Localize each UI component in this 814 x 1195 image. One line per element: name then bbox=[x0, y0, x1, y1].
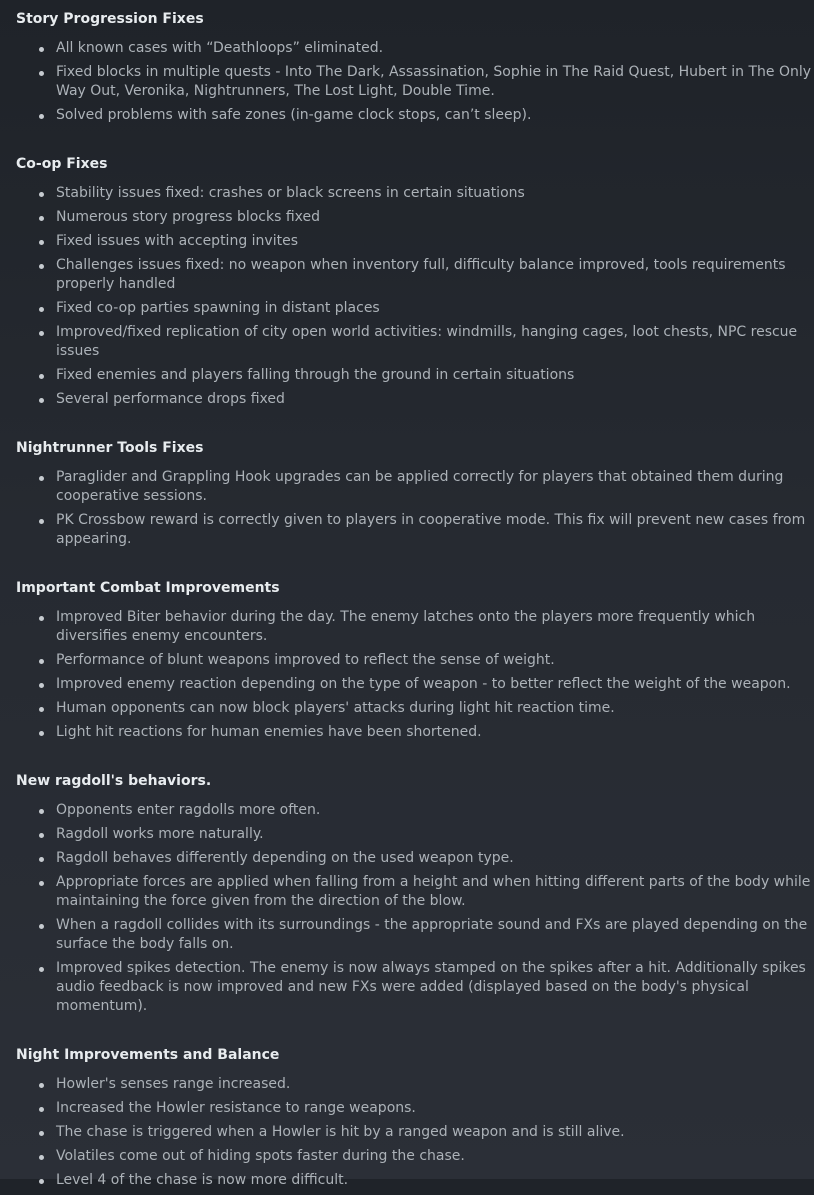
list-item: Fixed co-op parties spawning in distant places bbox=[16, 299, 814, 318]
list-item: Improved Biter behavior during the day. The enemy latches onto the players more frequently which diversifies enemy encounters. bbox=[16, 608, 814, 646]
list-item: Increased the Howler resistance to range weapons. bbox=[16, 1099, 814, 1118]
section-ragdoll-behaviors bbox=[16, 770, 814, 1016]
section-night-improvements bbox=[16, 1044, 814, 1190]
list-item: Ragdoll behaves differently depending on the used weapon type. bbox=[16, 849, 814, 868]
list-item: Numerous story progress blocks fixed bbox=[16, 208, 814, 227]
list-item: Improved enemy reaction depending on the type of weapon - to better reflect the weight of the weapon. bbox=[16, 675, 814, 694]
list-item: When a ragdoll collides with its surroundings - the appropriate sound and FXs are played depending on the surface the body falls on. bbox=[16, 916, 814, 954]
section-spacer bbox=[16, 130, 814, 153]
list-item: Volatiles come out of hiding spots faster during the chase. bbox=[16, 1147, 814, 1166]
list-item: Fixed enemies and players falling through the ground in certain situations bbox=[16, 366, 814, 385]
section-spacer bbox=[16, 747, 814, 770]
list-item: Solved problems with safe zones (in-game clock stops, can’t sleep). bbox=[16, 106, 814, 125]
section-heading: Night Improvements and Balance bbox=[16, 1047, 280, 1063]
list-item: Level 4 of the chase is now more difficult. bbox=[16, 1171, 814, 1190]
list-item: Opponents enter ragdolls more often. bbox=[16, 801, 814, 820]
bullet-list bbox=[16, 801, 814, 1016]
list-item: Human opponents can now block players' attacks during light hit reaction time. bbox=[16, 699, 814, 718]
list-item: Appropriate forces are applied when falling from a height and when hitting different parts of the body while maintaining the force given from the direction of the blow. bbox=[16, 873, 814, 911]
section-coop-fixes bbox=[16, 153, 814, 409]
section-combat-improvements bbox=[16, 577, 814, 742]
list-item: Improved spikes detection. The enemy is now always stamped on the spikes after a hit. Additionally spikes audio feedback is now improved and new FXs were added (displayed based on the body's physical momentum). bbox=[16, 959, 814, 1016]
list-item: Fixed blocks in multiple quests - Into The Dark, Assassination, Sophie in The Raid Quest, Hubert in The Only Way Out, Veronika, Nightrunners, The Lost Light, Double Time. bbox=[16, 63, 814, 101]
list-item: Light hit reactions for human enemies have been shortened. bbox=[16, 723, 814, 742]
list-item: Improved/fixed replication of city open world activities: windmills, hanging cages, loot chests, NPC rescue issues bbox=[16, 323, 814, 361]
list-item: Challenges issues fixed: no weapon when inventory full, difficulty balance improved, tools requirements properly handled bbox=[16, 256, 814, 294]
list-item: Howler's senses range increased. bbox=[16, 1075, 814, 1094]
section-heading: Important Combat Improvements bbox=[16, 580, 280, 596]
list-item: Performance of blunt weapons improved to reflect the sense of weight. bbox=[16, 651, 814, 670]
section-spacer bbox=[16, 414, 814, 437]
list-item: Several performance drops fixed bbox=[16, 390, 814, 409]
section-heading: New ragdoll's behaviors. bbox=[16, 773, 212, 789]
bullet-list bbox=[16, 184, 814, 409]
list-item: Fixed issues with accepting invites bbox=[16, 232, 814, 251]
list-item: Ragdoll works more naturally. bbox=[16, 825, 814, 844]
list-item: All known cases with “Deathloops” eliminated. bbox=[16, 39, 814, 58]
list-item: PK Crossbow reward is correctly given to players in cooperative mode. This fix will prevent new cases from appearing. bbox=[16, 511, 814, 549]
section-heading: Co-op Fixes bbox=[16, 156, 108, 172]
bullet-list bbox=[16, 468, 814, 549]
list-item: Paraglider and Grappling Hook upgrades can be applied correctly for players that obtained them during cooperative sessions. bbox=[16, 468, 814, 506]
section-heading: Nightrunner Tools Fixes bbox=[16, 440, 204, 456]
section-story-progression-fixes bbox=[16, 8, 814, 125]
bullet-list bbox=[16, 608, 814, 742]
list-item: The chase is triggered when a Howler is hit by a ranged weapon and is still alive. bbox=[16, 1123, 814, 1142]
list-item: Stability issues fixed: crashes or black screens in certain situations bbox=[16, 184, 814, 203]
section-spacer bbox=[16, 554, 814, 577]
section-nightrunner-tools-fixes bbox=[16, 437, 814, 549]
section-heading: Story Progression Fixes bbox=[16, 11, 204, 27]
patch-notes bbox=[16, 8, 814, 1195]
bullet-list bbox=[16, 39, 814, 125]
section-spacer bbox=[16, 1021, 814, 1044]
bullet-list bbox=[16, 1075, 814, 1190]
